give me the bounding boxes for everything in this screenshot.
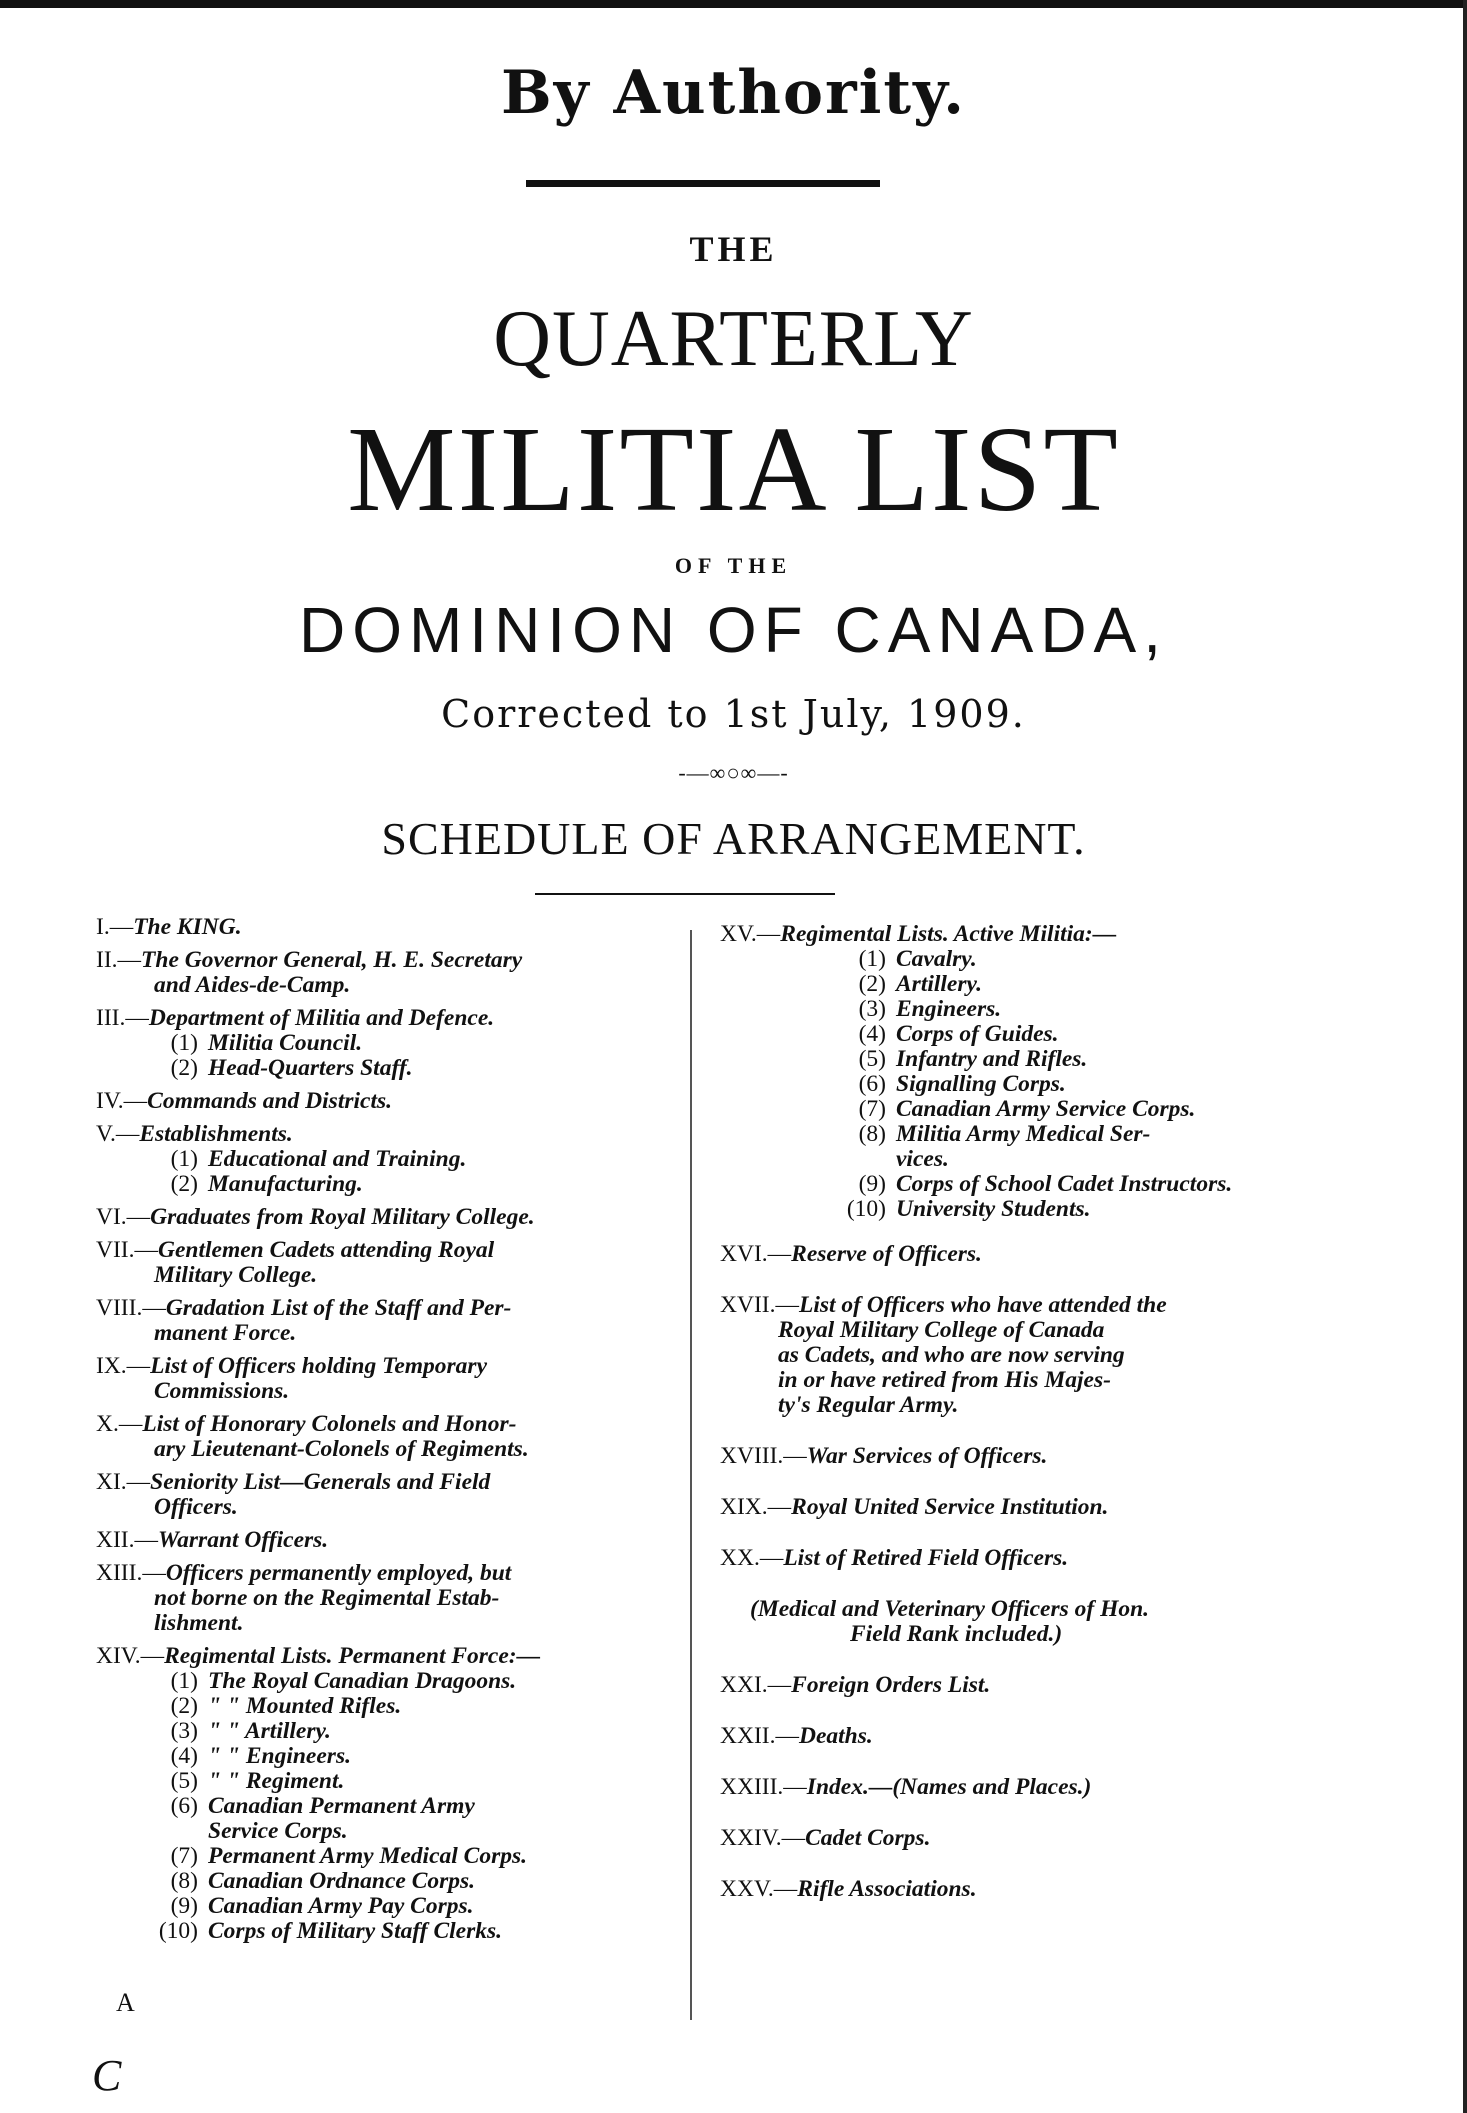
section-title: Royal United Service Institution. [791,1494,1109,1520]
subsection-item [720,947,1360,972]
subsection-title: Cavalry. [896,946,977,972]
the-label: THE [689,229,778,269]
left-entry-line [96,1089,671,1114]
right-entry-line [720,1293,1360,1318]
section-title: Commands and Districts. [147,1088,393,1114]
subsection-item [96,1147,671,1172]
right-entry [720,1444,1360,1469]
right-entry-line [720,1673,1360,1698]
subsection-item [720,1097,1360,1122]
left-entry [96,1122,671,1197]
signature-mark: A [116,1988,135,2017]
section-title: Warrant Officers. [158,1527,329,1553]
militia-list-title: MILITIA LIST [347,402,1120,537]
entry-spacer [720,1579,1360,1597]
section-number: III.— [96,1005,149,1031]
right-entry-line [720,1444,1360,1469]
section-number: VIII.— [96,1295,166,1321]
subsection-number: (3) [170,1718,198,1744]
left-entry [96,915,671,940]
section-title-continued: in or have retired from His Majes- [778,1367,1111,1393]
entry-spacer [720,1426,1360,1444]
subsection-item [96,1172,671,1197]
section-number: XIX.— [720,1494,792,1520]
section-title-continued: ary Lieutenant-Colonels of Regiments. [154,1436,529,1462]
section-title-continued: Military College. [154,1262,318,1288]
subsection-title: Artillery. [896,971,982,997]
section-title: Officers permanently employed, but [165,1560,512,1586]
left-entry [96,1089,671,1114]
subsection-title: Signalling Corps. [896,1071,1066,1097]
subsection-number: (1) [858,946,886,972]
subsection-number: (2) [170,1055,198,1081]
subsection-item [96,1794,671,1819]
left-entry-line [96,1122,671,1147]
section-number: VI.— [96,1204,151,1230]
left-entry-line [96,1296,671,1321]
subsection-number: (3) [858,996,886,1022]
right-entry-line [720,1242,1360,1267]
entry-spacer [720,1528,1360,1546]
subsection-item [720,1172,1360,1197]
right-entry-line [720,922,1360,947]
right-entry [720,1293,1360,1418]
section-title: List of Retired Field Officers. [783,1545,1069,1571]
right-entry [720,1673,1360,1698]
dominion-title: DOMINION OF CANADA, [298,594,1169,666]
left-entry [96,1238,671,1288]
section-title: Gentlemen Cadets attending Royal [158,1237,495,1263]
right-entry-line [720,1597,1360,1622]
right-entry-line [720,1724,1360,1749]
subsection-number: (10) [158,1918,198,1944]
section-number: XXIV.— [720,1825,806,1851]
section-title-continued: Field Rank included.) [850,1621,1063,1647]
entry-spacer [720,1224,1360,1242]
subsection-title: Canadian Permanent Army [208,1793,475,1819]
subsection-number: (9) [170,1893,198,1919]
subsection-number: (2) [170,1171,198,1197]
right-entry-line [720,1826,1360,1851]
subsection-number: (8) [170,1868,198,1894]
subsection-item [96,1694,671,1719]
section-title: The KING. [133,914,242,940]
subsection-item [96,1869,671,1894]
column-divider [690,930,692,2020]
left-entry-line [96,948,671,973]
left-entry [96,1006,671,1081]
right-entry [720,1724,1360,1749]
right-entry-line [720,1546,1360,1571]
subsection-item [720,1197,1360,1222]
corrected-date: Corrected to 1st July, 1909. [441,692,1026,736]
section-number: XX.— [720,1545,784,1571]
subsection-item [96,1894,671,1919]
subsection-title: vices. [896,1146,949,1172]
subsection-title: Militia Army Medical Ser- [896,1121,1151,1147]
entry-spacer [720,1655,1360,1673]
left-entry-line [96,1354,671,1379]
section-number: IV.— [96,1088,148,1114]
subsection-number: (5) [858,1046,886,1072]
right-entry [720,1597,1360,1647]
left-entry [96,948,671,998]
section-title: Reserve of Officers. [791,1241,982,1267]
left-entry-line [96,1205,671,1230]
subsection-title: Corps of School Cadet Instructors. [896,1171,1233,1197]
section-title-continued: and Aides-de-Camp. [154,972,351,998]
section-title: Gradation List of the Staff and Per- [165,1295,512,1321]
of-the-label: OF THE [674,553,793,578]
right-entry-line [720,1877,1360,1902]
section-title: Foreign Orders List. [791,1672,991,1698]
section-title-continued: Officers. [154,1494,238,1520]
subsection-item [96,1919,671,1944]
section-title-continued: not borne on the Regimental Estab- [154,1585,500,1611]
section-title-continued: Royal Military College of Canada [778,1317,1105,1343]
corner-mark: C [92,2051,122,2100]
right-entry [720,1775,1360,1800]
subsection-number: (9) [858,1171,886,1197]
subsection-number: (7) [170,1843,198,1869]
section-title: Rifle Associations. [797,1876,977,1902]
left-entry [96,1296,671,1346]
left-entry [96,1470,671,1520]
ornament-divider: -—∞○∞—- [678,760,789,785]
section-title-continued: as Cadets, and who are now serving [778,1342,1125,1368]
section-number: X.— [96,1411,143,1437]
entry-spacer [720,1859,1360,1877]
entry-spacer [96,1946,671,1952]
subsection-item [720,997,1360,1022]
subsection-item [96,1056,671,1081]
right-entry [720,1877,1360,1902]
subsection-title: Permanent Army Medical Corps. [208,1843,527,1869]
left-entry [96,1561,671,1636]
heading-rule [526,180,880,187]
subsection-title: Head-Quarters Staff. [208,1055,413,1081]
left-entry [96,1354,671,1404]
left-entry-line [96,1412,671,1437]
subsection-number: (10) [846,1196,886,1222]
section-number: IX.— [96,1353,151,1379]
section-number: XXII.— [720,1723,799,1749]
section-title: List of Officers holding Temporary [150,1353,488,1379]
subsection-number: (1) [170,1668,198,1694]
subsection-number: (6) [170,1793,198,1819]
section-number: XXIII.— [720,1774,807,1800]
subsection-item [96,1744,671,1769]
section-number: XV.— [720,921,781,947]
subsection-item [720,1022,1360,1047]
subsection-item [96,1844,671,1869]
left-entry-line [96,1528,671,1553]
subsection-title: University Students. [896,1196,1091,1222]
section-number: XVII.— [720,1292,799,1318]
section-number: XIV.— [96,1643,165,1669]
left-entry-line [96,915,671,940]
section-title: Index.—(Names and Places.) [806,1774,1092,1800]
right-entry [720,1826,1360,1851]
subsection-number: (1) [170,1146,198,1172]
section-title: The Governor General, H. E. Secretary [141,947,523,973]
subsection-title: Corps of Military Staff Clerks. [208,1918,503,1944]
section-title: Graduates from Royal Military College. [150,1204,535,1230]
section-title: Department of Militia and Defence. [148,1005,495,1031]
subsection-title: Militia Council. [208,1030,363,1056]
left-entry [96,1644,671,1944]
subsection-title: Manufacturing. [208,1171,363,1197]
subsection-number: (2) [170,1693,198,1719]
subsection-number: (1) [170,1030,198,1056]
subsection-number: (7) [858,1096,886,1122]
subsection-title: Canadian Army Pay Corps. [208,1893,474,1919]
section-title: Cadet Corps. [805,1825,931,1851]
left-entry-line [96,1561,671,1586]
subsection-number: (4) [858,1021,886,1047]
section-title-continued: manent Force. [154,1320,297,1346]
left-entry-line [96,1644,671,1669]
section-number: XI.— [96,1469,151,1495]
section-number: XII.— [96,1527,158,1553]
right-entry [720,922,1360,1222]
subsection-number: (4) [170,1743,198,1769]
entry-spacer [720,1757,1360,1775]
subsection-title: Infantry and Rifles. [896,1046,1088,1072]
left-entry [96,1528,671,1553]
right-entry-line [720,1495,1360,1520]
by-authority-heading: By Authority. [501,58,966,128]
right-entry-line [720,1775,1360,1800]
subsection-title: Service Corps. [208,1818,348,1844]
section-title: List of Honorary Colonels and Honor- [142,1411,517,1437]
left-column [96,915,671,1952]
right-entry [720,1546,1360,1571]
subsection-number: (5) [170,1768,198,1794]
left-entry-line [96,1238,671,1263]
section-title: Regimental Lists. Permanent Force:— [164,1643,541,1669]
subsection-item [96,1031,671,1056]
subsection-title: The Royal Canadian Dragoons. [208,1668,517,1694]
subsection-number: (8) [858,1121,886,1147]
section-title-continued: Commissions. [154,1378,290,1404]
section-number: I.— [96,914,134,940]
section-title: (Medical and Veterinary Officers of Hon. [750,1596,1150,1622]
left-entry [96,1412,671,1462]
page-top-edge [0,0,1467,8]
entry-spacer [720,1275,1360,1293]
subsection-item [96,1669,671,1694]
right-entry [720,1242,1360,1267]
schedule-heading: SCHEDULE OF ARRANGEMENT. [381,813,1086,864]
left-entry-line [96,1006,671,1031]
subsection-title: Engineers. [896,996,1002,1022]
quarterly-title: QUARTERLY [493,295,974,383]
subsection-item [720,1147,1360,1172]
section-title: Regimental Lists. Active Militia:— [780,921,1117,947]
subsection-title: Educational and Training. [208,1146,467,1172]
subsection-title: Corps of Guides. [896,1021,1059,1047]
entry-spacer [720,1477,1360,1495]
section-number: XXI.— [720,1672,792,1698]
section-number: V.— [96,1121,140,1147]
right-column [720,922,1360,1928]
subsection-item [96,1769,671,1794]
subsection-title: " " Mounted Rifles. [208,1693,402,1719]
schedule-rule [535,893,835,895]
entry-spacer [720,1808,1360,1826]
subsection-item [720,972,1360,997]
subsection-title: " " Engineers. [208,1743,351,1769]
left-entry-line [96,1470,671,1495]
section-title: Establishments. [139,1121,293,1147]
subsection-item [96,1719,671,1744]
subsection-number: (2) [858,971,886,997]
section-title-continued: ty's Regular Army. [778,1392,959,1418]
section-number: XVI.— [720,1241,792,1267]
subsection-item [96,1819,671,1844]
subsection-title: " " Regiment. [208,1768,345,1794]
section-number: XVIII.— [720,1443,807,1469]
section-title: War Services of Officers. [806,1443,1048,1469]
section-number: XIII.— [96,1560,166,1586]
subsection-title: Canadian Army Service Corps. [896,1096,1196,1122]
section-title: Deaths. [798,1723,873,1749]
section-title: Seniority List—Generals and Field [150,1469,491,1495]
subsection-item [720,1072,1360,1097]
section-number: XXV.— [720,1876,798,1902]
section-number: VII.— [96,1237,158,1263]
subsection-number: (6) [858,1071,886,1097]
subsection-item [720,1122,1360,1147]
section-number: II.— [96,947,142,973]
subsection-item [720,1047,1360,1072]
right-entry [720,1495,1360,1520]
subsection-title: " " Artillery. [208,1718,331,1744]
section-title-continued: lishment. [154,1610,244,1636]
entry-spacer [720,1910,1360,1928]
left-entry [96,1205,671,1230]
entry-spacer [720,1706,1360,1724]
subsection-title: Canadian Ordnance Corps. [208,1868,476,1894]
section-title: List of Officers who have attended the [798,1292,1167,1318]
